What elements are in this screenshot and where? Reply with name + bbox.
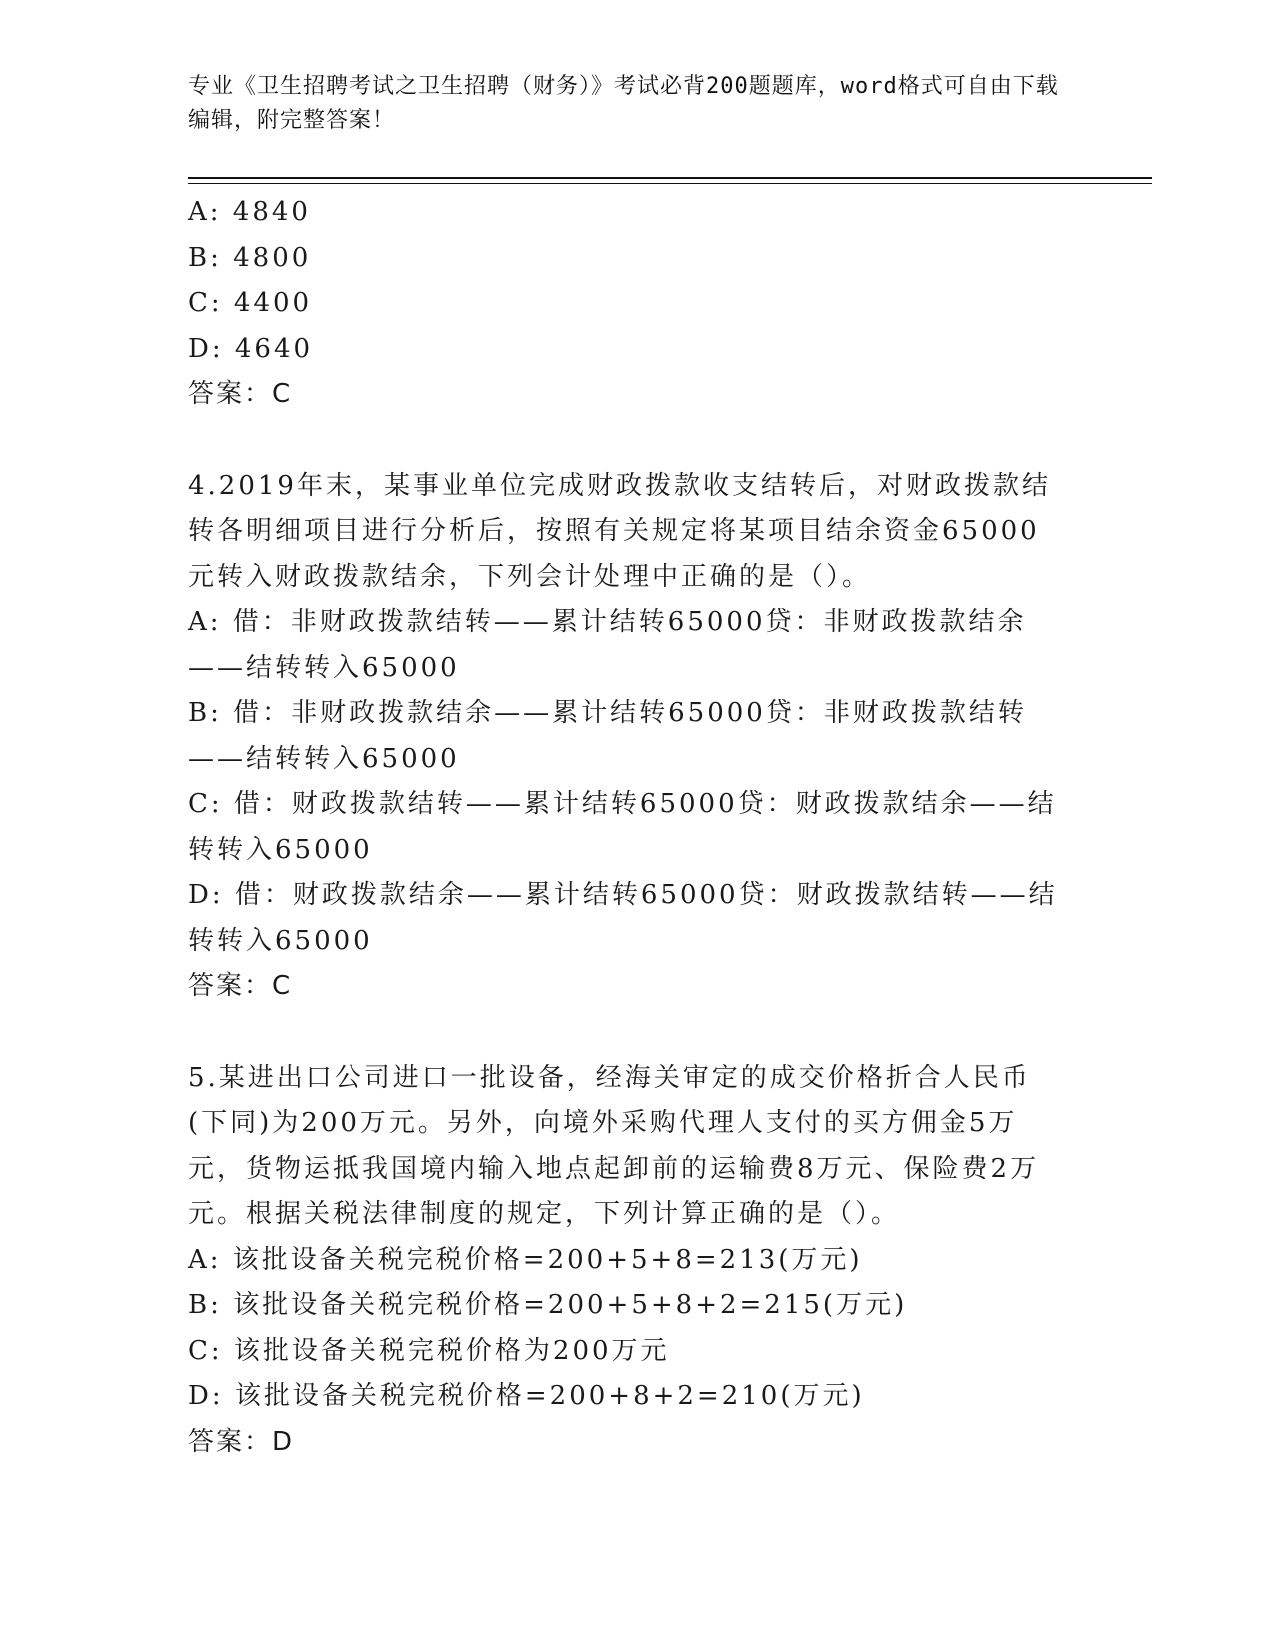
question-4-answer: 答案：C [188, 971, 293, 1001]
option-d: D: 借：财政拨款结余——累计结转65000贷：财政拨款结转——结转转入65000 [188, 880, 1058, 956]
question-3-answer: 答案：C [188, 379, 293, 409]
document-header: 专业《卫生招聘考试之卫生招聘（财务）》考试必背200题题库，word格式可自由下载编辑，附完整答案！ [188, 74, 1059, 133]
question-5-stem: 5.某进出口公司进口一批设备，经海关审定的成交价格折合人民币(下同)为200万元。另外，向境外采购代理人支付的买方佣金5万元，货物运抵我国境内输入地点起卸前的运输费8万元、保险费2万元。根据关税法律制度的规定，下列计算正确的是（）。 [188, 1062, 1040, 1229]
header-divider-thin [188, 183, 1152, 184]
question-4 [188, 464, 1068, 1010]
option-c: C: 该批设备关税完税价格为200万元 [188, 1335, 670, 1366]
option-a: A: 该批设备关税完税价格=200+5+8=213(万元) [188, 1244, 863, 1275]
option-c: C: 4400 [188, 288, 313, 318]
option-c: C: 借：财政拨款结转——累计结转65000贷：财政拨款结余——结转转入65000 [188, 789, 1057, 865]
question-5 [188, 1056, 1068, 1466]
question-5-answer: 答案：D [188, 1426, 295, 1457]
question-3-options [188, 190, 1068, 418]
option-a: A: 4840 [188, 197, 311, 227]
header-divider-thick [188, 177, 1152, 179]
question-4-stem: 4.2019年末，某事业单位完成财政拨款收支结转后，对财政拨款结转各明细项目进行分析后，按照有关规定将某项目结余资金65000元转入财政拨款结余，下列会计处理中正确的是（）。 [188, 470, 1051, 592]
option-d: D: 4640 [188, 333, 314, 364]
option-b: B: 4800 [188, 242, 312, 273]
question-content [188, 190, 1068, 1465]
option-d: D: 该批设备关税完税价格=200+8+2=210(万元) [188, 1381, 865, 1411]
option-a: A: 借：非财政拨款结转——累计结转65000贷：非财政拨款结余——结转转入65000 [188, 607, 1027, 683]
option-b: B: 借：非财政拨款结余——累计结转65000贷：非财政拨款结转——结转转入65000 [188, 698, 1027, 774]
option-b: B: 该批设备关税完税价格=200+5+8+2=215(万元) [188, 1290, 908, 1320]
